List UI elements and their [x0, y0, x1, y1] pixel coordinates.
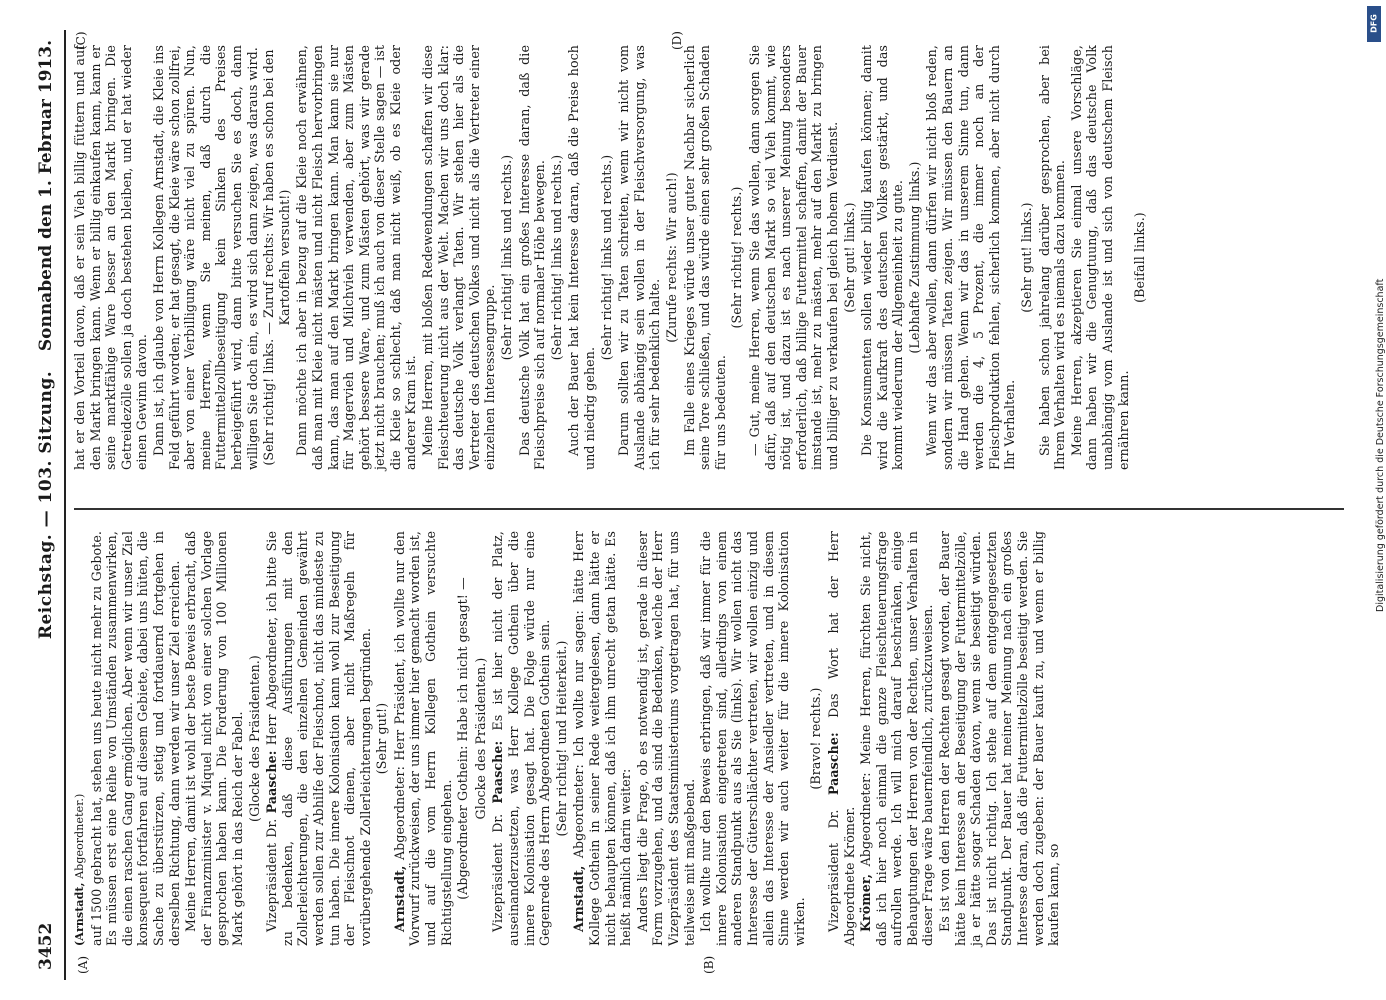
speaker-note-text: Abgeordneter.): [73, 793, 86, 883]
page-header: [30, 30, 60, 980]
speaker-name: Paasche:: [264, 750, 280, 814]
speech-text: Das Wort hat der Herr Abgeordnete Krömer.: [825, 531, 857, 946]
speech-paragraph: [571, 531, 633, 946]
paragraph: Anders liegt die Frage, ob es notwendig ist, gerade in dieser Form vorzugehen, und da sind die Bedenken, welche der Herr Vizepräsident des Staatsministeriums vorgetragen hat, für uns teilweise mit maßgebend.: [634, 531, 697, 946]
page-number: 3452: [36, 922, 56, 970]
paragraph: hat er den Vorteil davon, daß er sein Vieh billig füttern und auf den Markt bringen kann. Wenn er billig einkaufen kann, kann er seine marktfähige Ware besser an den Markt bringen. Die Getreidezölle sollen ja doch bestehen bleiben, und er hat wieder einen Gewinn davon.: [72, 45, 150, 470]
paragraph: auf 1500 gebracht hat, stehen uns heute nicht mehr zu Gebote. Es müssen erst eine Reihe von Umständen zusammenwirken, die einen raschen Gang ermöglichen. Aber wenn wir unser Ziel konsequent fortfahren auf diesem Gebiete, dabei uns hüten, die Sache zu überstürzen, stetig und fortdauernd fortgehen in derselben Richtung, dann werden wir unser Ziel erreichen.: [88, 531, 182, 946]
interjection: (Sehr richtig! rechts.): [729, 186, 745, 329]
column-divider: [74, 508, 1344, 510]
paragraph: Wenn wir das aber wollen, dann dürfen wir nicht bloß reden, sondern wir müssen Taten zeigen. Wir müssen den Bauern an die Hand gehen. Wenn wir das in unserem Sinne tun, dann werden die 4, 5 Prozent, die immer noch an der Fleischproduktion fehlen, sicherlich kommen, aber nicht durch Ihr Verhalten.: [924, 45, 1018, 470]
paragraph: Meine Herren, mit bloßen Redewendungen schaffen wir diese Fleischteuerung nicht aus der Welt. Machen wir uns doch klar: das deutsche Volk verlangt Taten. Wir stehen hier als die Vertreter des deutschen Volkes und nicht als die Vertreter einer einzelnen Interessengruppe.: [420, 45, 498, 470]
speech-paragraph: [490, 531, 552, 946]
interjection: (Beifall links.): [1132, 212, 1148, 303]
interjection: (Sehr richtig! links. — Zuruf rechts: Wir haben es schon bei den Kartoffeln versucht!): [261, 49, 292, 466]
interjection: (Lebhafte Zustimmung links.): [906, 161, 922, 354]
interjection: (Sehr richtig! links und rechts.): [548, 154, 564, 361]
page-date: Sonnabend den 1. Februar 1913.: [36, 40, 56, 352]
rotated-document-page: [30, 30, 1355, 980]
interjection: (Sehr richtig! links und rechts.): [499, 154, 515, 361]
paragraph: Meine Herren, damit ist wohl der beste Beweis erbracht, daß der Finanzminister v. Miquel nicht von einer solchen Vorlage gesprochen haben kann. Die Forderung von 100 Millionen Mark gehört in das Reich der Fabel.: [183, 531, 245, 946]
speaker-name: Arnstadt,: [391, 865, 407, 932]
paragraph: Die Konsumenten sollen wieder billig kaufen können; damit wird die Kaufkraft des deutschen Volkes gestärkt, und das kommt wiederum der Allgemeinheit zu gute.: [859, 45, 906, 470]
margin-marker-c: (C): [74, 31, 88, 50]
paragraph: Sie haben schon jahrelang darüber gesprochen, aber bei Ihrem Verhalten wird es niemals dazu kommen.: [1036, 45, 1068, 470]
interjection: (Glocke des Präsidenten.): [246, 655, 262, 822]
paragraph: Auch der Bauer hat kein Interesse daran, daß die Preise hoch und niedrig gehen.: [566, 45, 597, 470]
speaker-role: Vizepräsident Dr.: [490, 803, 506, 932]
margin-marker-b: (B): [702, 955, 716, 974]
right-column: [72, 45, 1352, 470]
running-speaker-note: [72, 531, 88, 946]
speech-paragraph: [858, 531, 936, 946]
page-title: Reichstag. — 103. Sitzung.: [36, 370, 56, 640]
margin-marker-a: (A): [76, 955, 90, 974]
left-column: [72, 531, 1352, 946]
interjection: (Sehr richtig! und Heiterkeit.): [553, 640, 569, 837]
speech-paragraph: [264, 531, 373, 946]
interjection: (Sehr richtig! links und rechts.): [598, 154, 614, 361]
paragraph: Dann möchte ich aber in bezug auf die Kleie noch erwähnen, daß man mit Kleie nicht mästen und nicht Fleisch hervorbringen kann, das man auf den Markt bringen kann. Man kann sie nur für Magervieh und Milchvieh verwenden, aber zum Mästen gehört bessere Ware, und zum Mästen gehört, was wir gerade jetzt nicht brauchen; muß ich auch von dieser Stelle sagen — ist die Kleie so schlecht, daß man nicht weiß, ob es Kleie oder anderer Kram ist.: [294, 45, 419, 470]
paragraph: Meine Herren, akzeptieren Sie einmal unsere Vorschläge, dann haben wir die Genugtuung, daß das deutsche Volk unabhängig vom Auslande ist und sich von deutschem Fleisch ernähren kann.: [1068, 45, 1131, 470]
speaker-name: Krömer,: [858, 873, 874, 932]
speaker-name: Paasche:: [490, 740, 506, 804]
interjection: Glocke des Präsidenten.): [472, 657, 488, 820]
interjection: (Sehr gut!): [374, 702, 390, 775]
paragraph: Dann ist, ich glaube von Herrn Kollegen Arnstadt, die Kleie ins Feld geführt worden; er hat gesagt, die Kleie wäre schon zollfrei, aber von einer Verbilligung wäre nicht viel zu spüren. Nun, meine Herren, wenn Sie meinen, daß durch die Futtermittelzollbeseitigung kein Sinken des Preises herbeigeführt wird, dann bitte versuchen Sie es doch, dann willigen Sie doch ein, es wird sich dann zeigen, was daraus wird.: [150, 45, 260, 470]
margin-marker-d: (D): [670, 31, 684, 50]
speech-text: Es ist hier nicht der Platz, auseinanderzusetzen, was Herr Kollege Gothein über die innere Kolonisation gesagt hat. Die Folge würde nur eine Gegenrede des Herrn Abgeordneten Gothein sein.: [490, 531, 553, 946]
paragraph: Das deutsche Volk hat ein großes Interesse daran, daß die Fleischpreise sich auf normaler Höhe bewegen.: [516, 45, 548, 470]
interjection: (Abgeordneter Gothein: Habe ich nicht gesagt! —: [455, 577, 471, 900]
speech-text: Herr Abgeordneter, ich bitte Sie zu bedenken, daß diese Ausführungen mit den Zollerleichterungen, die den einzelnen Gemeinden gewährt werden sollen zur Abhilfe der Fleischnot, nicht das mindeste zu tun haben. Die innere Kolonisation kann wohl zur Beseitigung der Fleischnot dienen, aber nicht Maßregeln für vorübergehende Zollerleichterungen begründen.: [264, 531, 373, 946]
paragraph: Es ist von den Herren der Rechten gesagt worden, der Bauer hätte kein Interesse an der Beseitigung der Futtermittelzölle, ja er hätte sogar Schaden davon, wenn sie beseitigt würden. Das ist nicht richtig. Ich stehe auf dem entgegengesetzten Standpunkt. Der Bauer hat meiner Meinung nach ein großes Interesse daran, daß die Futtermittelzölle beseitigt werden. Sie werden doch zugeben: der Bauer kauft zu, und wenn er billig kaufen kann, so: [937, 531, 1062, 946]
interjection: (Zurufe rechts: Wir auch!): [663, 172, 679, 343]
speaker-name: (Arnstadt,: [73, 882, 86, 946]
dfg-logo: DFG: [1367, 6, 1381, 42]
speech-text: Abgeordneter: Meine Herren, fürchten Sie nicht, daß ich hier noch einmal die ganze Fleischteuerungsfrage aufrollen werde. Ich will mich darauf beschränken, einige Behauptungen der Herren von der Rechten, unser Verhalten in dieser Frage wäre bauernfeindlich, zurückzuweisen.: [858, 531, 936, 946]
speaker-name: Arnstadt,: [571, 865, 587, 932]
interjection: (Bravo! rechts.): [808, 687, 824, 790]
digitization-credit: Digitalisierung gefördert durch die Deutsche Forschungsgemeinschaft: [1375, 278, 1386, 612]
paragraph: Im Falle eines Krieges würde unser guter Nachbar sicherlich seine Tore schließen, und das würde einen sehr großen Schaden für uns bedeuten.: [681, 45, 728, 470]
speech-text: Abgeordneter: Herr Präsident, ich wollte nur den Vorwurf zurückweisen, der uns immer hier gemacht worden ist, und auf die vom Herrn Kollegen Gothein versuchte Richtigstellung eingehen.: [391, 531, 454, 946]
speech-paragraph: [392, 531, 454, 946]
speaker-name: Paasche:: [825, 732, 841, 796]
speech-paragraph: [826, 531, 857, 946]
paragraph: Darum sollten wir zu Taten schreiten, wenn wir nicht vom Auslande abhängig sein wollen in der Fleischversorgung, was ich für sehr bedenklich halte.: [616, 45, 663, 470]
paragraph: — Gut, meine Herren, wenn Sie das wollen, dann sorgen Sie dafür, daß auf den deutschen Markt so viel Vieh kommt, wie nötig ist, und dazu ist es nach unserer Meinung besonders erforderlich, daß billige Futtermittel schaffen, damit der Bauer imstande ist, mehr zu mästen, mehr auf den Markt zu bringen und billiger zu verkaufen bei gleich hohem Verdienst.: [746, 45, 840, 470]
header-rule: [64, 30, 66, 980]
speaker-role: Vizepräsident Dr.: [825, 795, 841, 932]
speaker-role: Vizepräsident Dr.: [264, 813, 280, 932]
speech-text: Abgeordneter: Ich wollte nur sagen: hätte Herr Kollege Gothein in seiner Rede weitergelesen, dann hätte er nicht behaupten können, daß ich ihm unrecht getan hätte. Es heißt nämlich darin weiter:: [571, 531, 634, 946]
interjection: (Sehr gut! links.): [841, 202, 857, 313]
interjection: (Sehr gut! links.): [1019, 202, 1035, 313]
paragraph: Ich wollte nur den Beweis erbringen, daß wir immer für die innere Kolonisation eingetreten sind, allerdings von einem anderen Standpunkt aus als Sie (links). Wir wollen nicht das Interesse der Güterschlächter vertreten, wir wollen einzig und allein das Interesse der Ansiedler vertreten, und in diesem Sinne werden wir auch weiter für die innere Kolonisation wirken.: [698, 531, 807, 946]
